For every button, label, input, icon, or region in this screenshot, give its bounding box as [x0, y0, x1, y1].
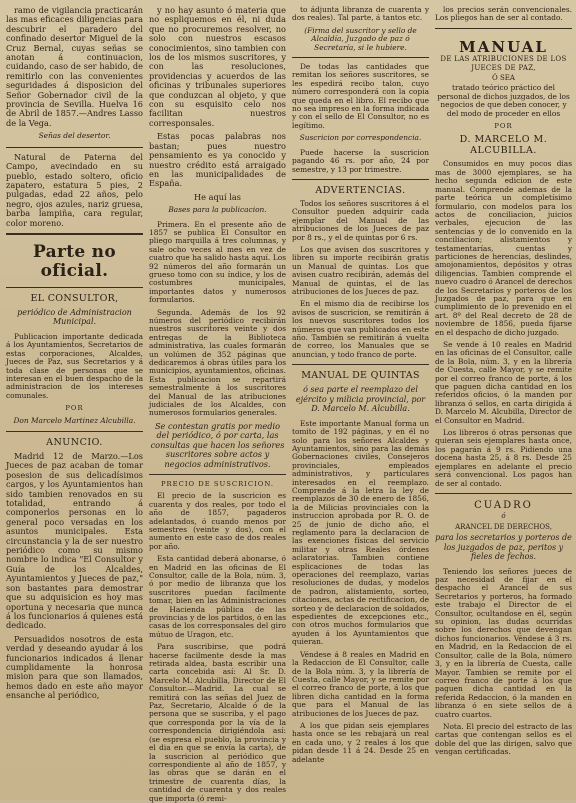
paragraph: Teniendo los señores jueces de paz necesidad de fijar en el despacho el Arancel de sus Secretarios y porteros, ha formado este trabajo el Director de el Consultor, ocultandose en él, según su opinion, las dudas ocurridas sobre los derechos que devengan dichos funcionarios. Véndese á 3 rs. en Madrid, en la Redaccion de el Consultor, calle de la Bola, número 3, y en la librería de Cuesta, calle Mayor. Tambien se remite por el correo franco de porte á los que paguen dicha cantidad en la referida Redaccion, ó la manden en libranza ó en siete sellos de á cuatro cuartos.	[435, 566, 572, 719]
paragraph: Nota. El precio del estracto de las cartas que contengan sellos es el doble del que las dirigen, salvo que vengan certificadas.	[435, 721, 572, 757]
paragraph: Consumidos en muy pocos dias mas de 3000 ejemplares, se ha hecho segunda edicion de este manual. Comprende ademas de la parte teórica un completísimo formulario, con modelos para los actos de conciliacion, juicios verbales, ejecucion de las sentencias y de lo convenido en la conciliacion; alistamientos y testamentarías, cuentas y particiones de herencias, deslindes, amojonamientos, depósitos y otras diligencias. Tambien comprende el nuevo cuadro ó Arancel de derechos de los Secretarios y porteros de los Juzgados de paz, para que en cumplimiento de lo prevenido en el art. 8º del Real decreto de 28 de noviembre de 1856, pueda fijarse en el despacho de dicho juzgado.	[435, 159, 572, 337]
paragraph: tratado teórico práctico del personal de dichos juzgados, de los negocios de que deben conocer, y del modo de proceder en ellos	[437, 83, 570, 118]
paragraph: Publicacion importante dedicada á los Ayuntamientos, Secretarios de estas corporaciones, Alcaldes, Jueces de Paz, sus Secretarios y á toda clase de personas que se interesan en el buen despacho de la administracion de los intereses comunales.	[6, 331, 143, 400]
section-caption: Suscricion por correspondencia.	[299, 133, 422, 143]
author-name: Don Marcelo Martinez Alcubilla.	[13, 415, 136, 425]
arancel-heading: ARANCEL DE DERECHOS,	[455, 522, 552, 531]
section-caption: Señas del desertor.	[38, 131, 111, 141]
paragraph: Este importante Manual forma un tomito de 192 páginas, y en él no solo para los señores Alcaldes y Ayuntamientos, sino para las demás Gobernaciones civiles, Consejeros provinciales, empleados administrativos, y particulares interesados en el reemplazo. Comprende á la letra la ley de reemplazos de 30 de enero de 1856, la de Milicias provinciales con la instruccion aprobada por R. O. de 25 de junio de dicho año, el reglamento para la declaracion de las exenciones físicas del servicio militar y otras Reales órdenes aclaratorias. Tambien contiene esplicaciones de todas las operaciones del reemplazo, varias resoluciones de dudas, y modelos de padron, alistamiento, sorteo, citaciones, actas de rectificacion, de sorteo y de declaracion de soldados, espedientes de excepciones etc., con otros muchos formularios que ayuden á los Ayuntamientos que quieran.	[292, 418, 429, 647]
paragraph: He aquí las	[194, 191, 241, 202]
divider	[292, 364, 429, 365]
paragraph: Primera. En el presente año de 1857 se publica El Consultor en pliego marquilla á tres columnas, y sale ocho veces al mes en vez de cuatro que ha salido hasta aquí. Los 92 números del año formarán un grueso tomo con su índice, y los de costumbres municipales, importantes datos y numerosos formularios.	[149, 219, 286, 305]
paragraph: ramo de vigilancia practicarán las mas eficaces diligencias para descubrir el paradero del confinado desertor Miguel de la Cruz Bernal, cuyas señas se anotan á continuacion, cuidando, caso de ser habido, de remitirlo con las convenientes seguridades á disposicion del Señor Gobernador civil de la provincia de Sevilla. Huelva 16 de Abril de 1857.—Andres Lasso de la Vega.	[6, 5, 143, 128]
paragraph: Esta cantidad deberá abonarse, ó en Madrid en las oficinas de El Consultor, calle de la Bola, núm. 3, ó por medio de libranza que los suscritores puedan facilmente tomar, bien en las Administraciones de Hacienda pública de las provincias y de los partidos, ó en las casas de los corresponsales del giro mútuo de Uragon, etc.	[149, 554, 286, 639]
announcement-heading: ANUNCIO.	[46, 437, 103, 448]
arancel-subtitle: para los secretarios y porteros de los juzgados de paz, peritos y fieles de fechos.	[435, 533, 572, 562]
paragraph: Puede hacerse la suscricion pagando 46 rs. por año, 24 por semestre, y 13 por trimestre.	[292, 147, 429, 174]
divider	[435, 28, 572, 29]
divider	[6, 233, 143, 235]
divider	[6, 431, 143, 432]
column-1	[6, 6, 143, 796]
paragraph: El precio de la suscricion es cuarenta y dos reales, por todo el año de 1857, pagaderos adelantados, ó cuando menos por semestres (veinte y dos), con el aumento en este caso de dos reales por año.	[149, 491, 286, 551]
paragraph: De todas las cantidades que remitan los señores suscritores, se les espedirá recibo talon, cuyo número corresponderá con la copia que queda en el libro. El recibo que no sea impreso en la forma indicada y con el sello de El Consultor, no es legítimo.	[292, 62, 429, 130]
paragraph: Los que avisen dos suscritores y libren su importe recibirán gratis un Manual de quintas. Los que avisen cuatro recibirán, además del Manual de quintas, el de las atribuciones de los Jueces de paz.	[292, 244, 429, 296]
divider	[292, 179, 429, 180]
paragraph: Se contestan gratis por medio del periódico, ó por carta, las consultas que hacen los señores suscritores sobre actos y negocios administrativos.	[150, 420, 285, 469]
by-label: POR	[65, 404, 84, 413]
author-name: D. MARCELO M. ALCUBILLA.	[459, 134, 548, 157]
column-2	[149, 5, 286, 803]
paragraph: Persuadidos nosotros de esta verdad y deseando ayudar á los funcionarios indicados á llenar cumplidamente la honrosa mision para que son llamados, hemos dado en este año mayor ensanche al periódico,	[6, 633, 143, 701]
paragraph: A los que pidan seis ejemplares hasta once se les rebajará un real en cada uno, y 2 reales á los que pidan desde 11 á 24. Desde 25 en adelante	[292, 720, 429, 764]
paragraph: Los libreros ó otras personas que quieran seis ejemplares hasta once, los pagarán á 9 rs. Pidiendo una docena hasta 25, á 8 rs. Desde 25 ejemplares en adelante el precio será convencional. Los pagos han de ser al contado.	[435, 428, 572, 488]
paragraph: Estas pocas palabras nos bastan; pues nuestro pensamiento es ya conocido y nuestro crédito está arraigado en las municipalidades de España.	[149, 131, 286, 189]
manual-subtitle: DE LAS ATRIBUCIONES DE LOS JUECES DE PAZ,	[440, 55, 567, 72]
by-label: POR	[494, 122, 513, 131]
manual-quintas-heading: MANUAL DE QUINTAS	[301, 370, 420, 382]
section-heading: Parte no oficial.	[33, 241, 116, 281]
paragraph: Se vende á 10 reales en Madrid en las oficinas de el Consultor, calle de la Bola, núm. 3, y en la librería de Cuesta, calle Mayor, y se remite por el correo franco de porte, á los que paguen dicha cantidad en los referidos oficios, ó la manden por libranza ó sellos, en carta dirigida á D. Marcelo M. Alcubilla, Director de el Consultor en Madrid.	[435, 340, 572, 425]
cuadro-o: ó	[501, 512, 506, 521]
paragraph: y no hay asunto ó materia que no espliquemos en él, ni duda que no procuremos resolver, no solo con nuestros escasos conocimientos, sino tambien con los de los mismos suscritores, y con las resoluciones, providencias y acuerdos de las oficinas y tribunales superiores que conduzcan al objeto, y que con su esquisito celo nos facilitan nuestros corresponsales.	[149, 5, 286, 128]
divider	[435, 493, 572, 494]
advertencias-heading: ADVERTENCIAS.	[315, 184, 406, 196]
paragraph: (Firma del suscritor y sello de Alcaldía, Juzgado de paz ó Secretaría, si le hubiere.	[304, 25, 417, 52]
column-4	[435, 6, 572, 796]
journal-subtitle: periódico de Administracion Municipal.	[17, 307, 132, 327]
paragraph: Natural de Paterna del Campo, avecindado en su pueblo, estado soltero, oficio zapatero, estatura 5 pies, 2 pulgadas, edad 22 años, pelo negro, ojos azules, nariz gruesa, barba lampiña, cara regular, color moreno.	[6, 151, 143, 228]
divider	[292, 57, 429, 58]
paragraph: los precios serán convencionales. Los pliegos han de ser al contado.	[435, 5, 572, 23]
paragraph: to ádjunta libranza de cuarenta y dos reales). Tal parte, á tantos etc.	[292, 5, 429, 23]
paragraph: En el mismo dia de recibirse los avisos de suscricion, se remitirán á los nuevos suscritores todos los números que van publicados en este año. También se remitirán á vuelta de correo, los Manuales que se anuncian, y todo franco de porte.	[292, 299, 429, 359]
cuadro-heading: CUADRO	[474, 499, 533, 511]
paragraph: Madrid 12 de Marzo.—Los Jueces de paz acaban de tomar posesion de sus delicadísimos cargos, y los Ayuntamientos han sido tambien renovados en su totalidad, entrando á componerlos personas en lo general poco versadas en los asuntos municipales. Esta circunstancia y la de ser nuestro periódico como su mismo nombre lo indica "El Consultor y Guía de los Alcaldes, Ayuntamientos y Jueces de paz," son bastantes para demostrar que su adquisicion es hoy mas oportuna y necesaria que nunca á los funcionarios á quienes está dedicado.	[6, 451, 143, 631]
manual-title: MANUAL	[459, 37, 548, 56]
divider	[6, 147, 143, 148]
section-caption: Bases para la publicacion.	[168, 205, 267, 215]
divider	[149, 474, 286, 475]
paragraph: Para suscribirse, que podrá hacerse facilmente desde la mas retirada aldea, basta escribir una carta concebida así: Al Sr. D. Marcelo M. Alcubilla, Director de El Consultor.—Madrid. La cual se remitirá con las señas del Juez de Paz, Secretario, Alcalde ó de la persona que se suscriba, y el pago que corresponda por la vía de la correspondencia dirigiéndola así: (se espresa el pueblo, la provincia y el dia en que se envía la carta), de la suscricion al periódico que correspondiente al año de 1857, y las obras que se darán en el trimestre de cuarenta días, la cantidad de cuarenta y dos reales que importa (ó remi-	[149, 642, 286, 803]
paragraph: Todos los señores suscritores á el Consultor pueden adquirir cada ejemplar del Manual de las atribuciones de los Jueces de paz por 8 rs., y el de quintas por 6 rs.	[292, 198, 429, 242]
manual-o-sea: Ó SEA	[492, 74, 515, 83]
journal-title: EL CONSULTOR,	[30, 292, 119, 304]
column-3	[292, 6, 429, 796]
manual-quintas-subtitle: ó sea parte el reemplazo del ejército y milicia provincial, por D. Marcelo M. Alcubilla.	[295, 385, 426, 414]
price-heading: PRECIO DE SUSCRICION.	[160, 479, 275, 488]
paragraph: Véndese á 8 reales en Madrid en la Redaccion de El Consultor, calle de la Bola núm. 3, y la librería de Cuesta, calle Mayor, y se remite por el correo franco de porte, á los que libren dicha cantidad en la forma que para el Manual de las atribuciones de los Jueces de paz.	[292, 649, 429, 718]
paragraph: Segunda. Además de los 92 números del periódico recibirán nuestros suscritores veinte y dos entregas de la Biblioteca administrativa, las cuales formarán un volúmen de 352 páginas que dedicaremos á obras útiles para los municipios, ayuntamientos, oficinas. Esta publicacion se repartirá semestralmente á los suscritores del Manual de las atribuciones judiciales de los Alcaldes, con numerosos formularios generales.	[149, 307, 286, 418]
divider	[6, 287, 143, 288]
